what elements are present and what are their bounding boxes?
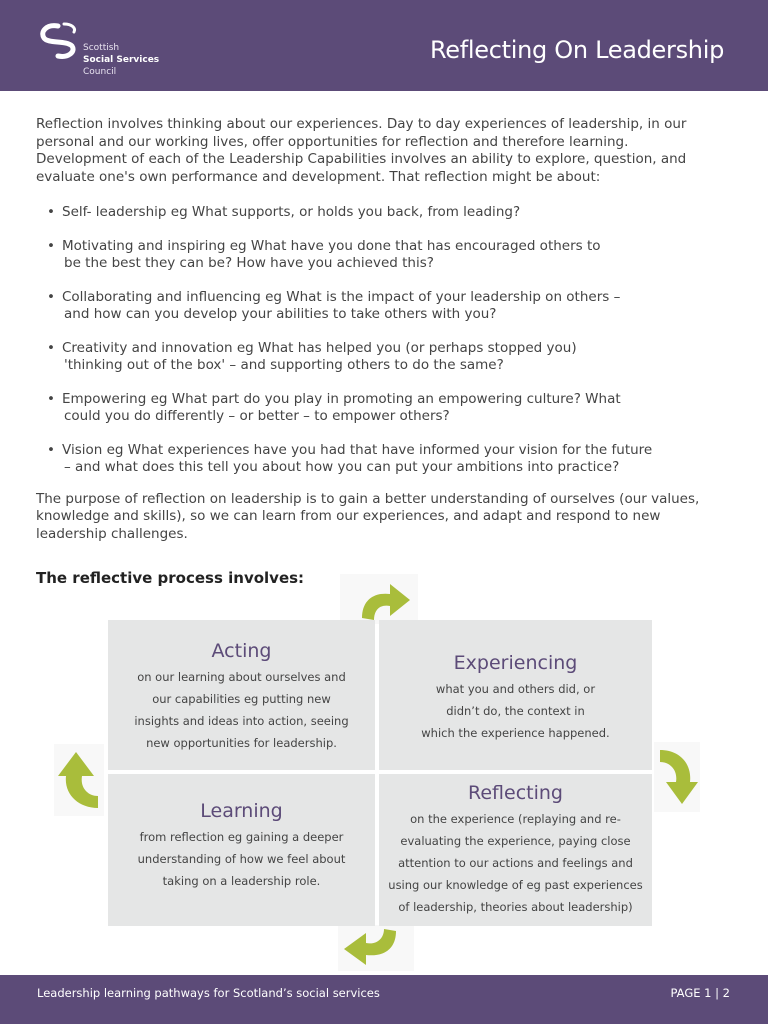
purpose-paragraph: The purpose of reflection on leadership is to gain a better understanding of ourselves (our values, knowledge and skills), so we can learn from our experiences, and adapt and respond to new leadership challenges. — [36, 490, 700, 542]
main-content — [36, 116, 716, 543]
bullet-line-2: could you do differently – or better – to empower others? — [64, 408, 450, 424]
page-footer — [0, 975, 768, 1024]
experiencing-text: what you and others did, or didn’t do, the context in which the experience happened. — [421, 682, 610, 740]
org-line-1: Scottish — [83, 43, 120, 53]
cycle-learning — [108, 774, 375, 926]
page-number: PAGE 1 | 2 — [670, 986, 730, 1000]
bullet-line-1: Collaborating and influencing eg What is the impact of your leadership on others – — [62, 288, 621, 305]
experiencing-title: Experiencing — [453, 652, 578, 674]
list-item — [36, 391, 716, 426]
list-item — [36, 204, 716, 222]
learning-text: from reflection eg gaining a deeper understanding of how we feel about taking on a leadership role. — [137, 830, 346, 888]
left-arrow-icon — [54, 744, 104, 816]
reflecting-title: Reflecting — [468, 782, 563, 804]
reflection-topics-list — [36, 204, 716, 477]
bullet-line-2: be the best they can be? How have you achieved this? — [64, 255, 434, 271]
bullet-line-2: – and what does this tell you about how you can put your ambitions into practice? — [64, 459, 620, 475]
list-item — [36, 340, 716, 375]
process-heading: The reflective process involves: — [36, 569, 305, 587]
bullet-line-2: and how can you develop your abilities to take others with you? — [64, 306, 497, 322]
list-item — [36, 238, 716, 273]
page-title: Reflecting On Leadership — [429, 36, 724, 64]
bullet-line-1: Creativity and innovation eg What has helped you (or perhaps stopped you) — [62, 339, 577, 356]
right-arrow-icon — [654, 742, 700, 812]
cycle-reflecting — [379, 774, 652, 926]
page-header — [0, 0, 768, 91]
intro-paragraph: Reflection involves thinking about our experiences. Day to day experiences of leadership, in our personal and our working lives, offer opportunities for reflection and therefore learning. Development of each of the Leadership Capabilities involves an ability to explore, question, and evaluate one's own performance and development. That reflection might be about: — [36, 116, 687, 185]
reflective-cycle-diagram — [108, 620, 652, 926]
bullet-line-2: 'thinking out of the box' – and supporting others to do the same? — [64, 357, 504, 373]
learning-title: Learning — [200, 800, 283, 822]
acting-title: Acting — [211, 640, 272, 662]
bullet-line-1: Self- leadership eg What supports, or holds you back, from leading? — [62, 204, 521, 220]
bottom-arrow-icon — [338, 925, 414, 971]
reflecting-text: on the experience (replaying and re- evaluating the experience, paying close attention to our actions and feelings and using our knowledge of eg past experiences of leadership, theories about leadership) — [388, 812, 643, 914]
cycle-acting — [108, 620, 375, 770]
acting-text: on our learning about ourselves and our capabilities eg putting new insights and ideas into action, seeing new opportunities for leadership. — [134, 670, 349, 750]
list-item — [36, 442, 716, 477]
bullet-line-1: Motivating and inspiring eg What have you done that has encouraged others to — [62, 237, 601, 254]
footer-series-title: Leadership learning pathways for Scotland’s social services — [37, 986, 380, 1000]
org-line-3: Council — [83, 67, 117, 77]
org-name — [83, 42, 159, 78]
org-line-2: Social Services — [83, 55, 160, 65]
list-item — [36, 289, 716, 324]
cycle-experiencing — [379, 620, 652, 770]
bullet-line-1: Empowering eg What part do you play in promoting an empowering culture? What — [62, 390, 621, 407]
top-arrow-icon — [340, 574, 418, 624]
bullet-line-1: Vision eg What experiences have you had that have informed your vision for the future — [62, 441, 653, 458]
